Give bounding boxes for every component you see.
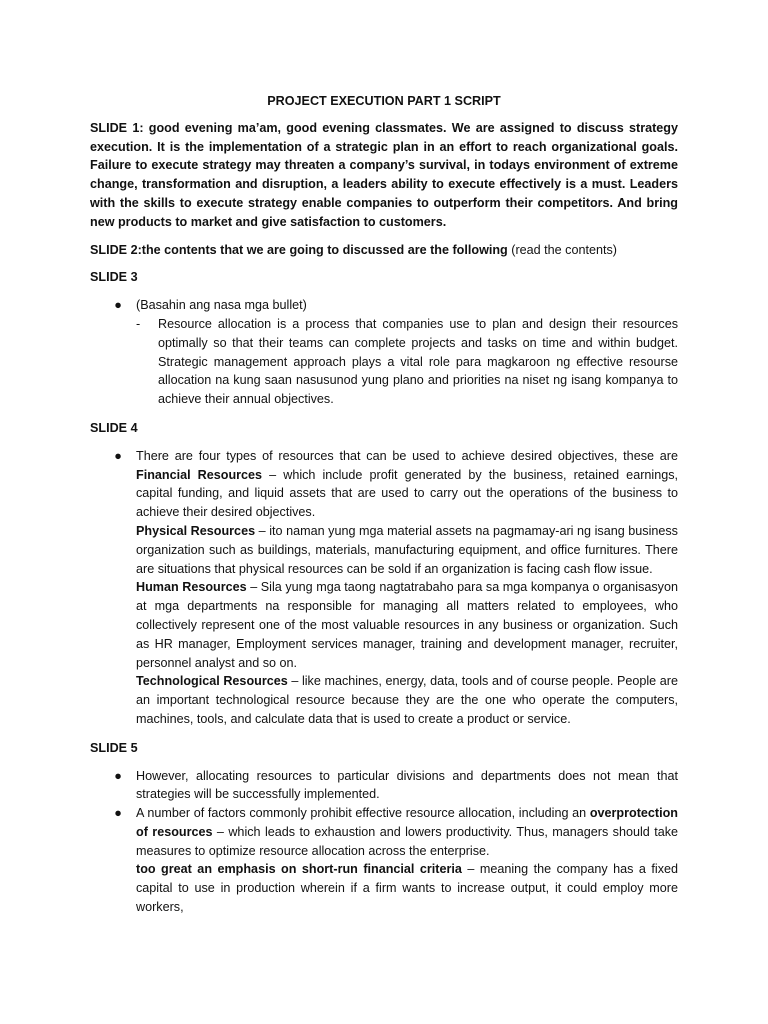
slide3-bullet-text: (Basahin ang nasa mga bullet): [136, 298, 307, 313]
financial-resources-term: Financial Resources: [136, 467, 263, 482]
technological-resources-text: – like machines, energy, data, tools and of course people. People are an important technological resource because they are the one who operate the computers, machines, tools, and calculate data that is used to create a product or service.: [136, 674, 678, 726]
bullet-icon: ●: [114, 768, 122, 783]
slide2-bold-text: SLIDE 2:the contents that we are going to discussed are the following: [90, 242, 508, 257]
bullet-icon: ●: [114, 448, 122, 463]
short-run-text: – meaning the company has a fixed capital to use in production wherein if a firm wants to increase output, it could employ more workers,: [136, 862, 678, 915]
overprotection-term: overprotection of resources: [136, 806, 678, 839]
human-resources-text: – Sila yung mga taong nagtatrabaho para sa mga kompanya o organisasyon at mga departments na responsible for managing all matters related to employees, who collectively represent one of the most valuable resources in any business or organization. Such as HR manager, Employment services manager, training and development manager, recruiter, personnel analyst and so on.: [136, 580, 678, 670]
slide4-heading: SLIDE 4: [90, 420, 138, 435]
human-resources-term: Human Resources: [136, 580, 247, 595]
slide3-bullet-list: [90, 296, 678, 409]
slide5-bullet2-block: [136, 804, 678, 860]
slide3-sub-item: [136, 315, 678, 409]
document-title: PROJECT EXECUTION PART 1 SCRIPT: [267, 94, 501, 108]
slide3-bullet-item: [90, 296, 678, 409]
slide5-bullet-list: [90, 767, 678, 917]
slide5-bullet1-text: However, allocating resources to particular divisions and departments does not mean that strategies will be successfully implemented.: [136, 768, 678, 802]
slide4-human-block: [136, 578, 678, 672]
slide5-bullet-item-2: [90, 804, 678, 917]
physical-resources-text: – ito naman yung mga material assets na pagmamay-ari ng isang business organization such as buildings, materials, manufacturing equipment, and office furnitures. There are situations that physical resources can be sold if an organization is facing cash flow issue.: [136, 523, 678, 576]
slide5-bullet-item-1: [90, 767, 678, 805]
slide5-bullet2-pre: A number of factors commonly prohibit effective resource allocation, including an: [136, 806, 590, 821]
physical-resources-term: Physical Resources: [136, 523, 256, 538]
document-body: [90, 92, 678, 927]
slide4-tech-block: [136, 672, 678, 728]
financial-resources-text: – which include profit generated by the business, retained earnings, capital funding, and liquid assets that are used to carry out the operations of the business to achieve their desired objectives.: [136, 467, 678, 520]
short-run-term: too great an emphasis on short-run financial criteria: [136, 862, 462, 877]
slide4-intro-text: There are four types of resources that can be used to achieve desired objectives, these are: [136, 448, 678, 463]
dash-marker: -: [136, 316, 141, 331]
slide3-sub-text: Resource allocation is a process that companies use to plan and design their resources optimally so that their teams can complete projects and tasks on time and within budget. Strategic management approach plays a vital role para magkaroon ng effective resourse allocation na kung saan nasusunod yung plano and priorities na niset ng isang kompanya to achieve their annual objectives.: [158, 316, 678, 407]
slide5-heading: SLIDE 5: [90, 740, 138, 755]
slide4-financial-block: [136, 447, 678, 522]
slide3-heading: SLIDE 3: [90, 270, 138, 285]
technological-resources-term: Technological Resources: [136, 674, 288, 689]
slide1-text: SLIDE 1: good evening ma’am, good evening classmates. We are assigned to discuss strategy execution. It is the implementation of a strategic plan in an effort to reach organizational goals. Failure to execute strategy may threaten a company’s survival, in todays environment of extreme change, transformation and disruption, a leaders ability to execute effectively is a must. Leaders with the skills to execute strategy enable companies to outperform their competitors. And bring new products to market and give satisfaction to customers.: [90, 120, 678, 229]
slide2-paragraph: [90, 241, 678, 260]
slide1-paragraph: [90, 119, 678, 232]
slide5-bullet2-post: – which leads to exhaustion and lowers productivity. Thus, managers should take measures to optimize resource allocation across the enterprise.: [136, 824, 679, 858]
slide2-normal-text: (read the contents): [507, 242, 617, 257]
bullet-icon: ●: [114, 806, 122, 821]
slide4-bullet-list: [90, 447, 678, 729]
slide5-shortrun-block: [136, 860, 678, 916]
slide4-physical-block: [136, 522, 678, 578]
bullet-icon: ●: [114, 298, 122, 313]
slide4-bullet-item: [90, 447, 678, 729]
